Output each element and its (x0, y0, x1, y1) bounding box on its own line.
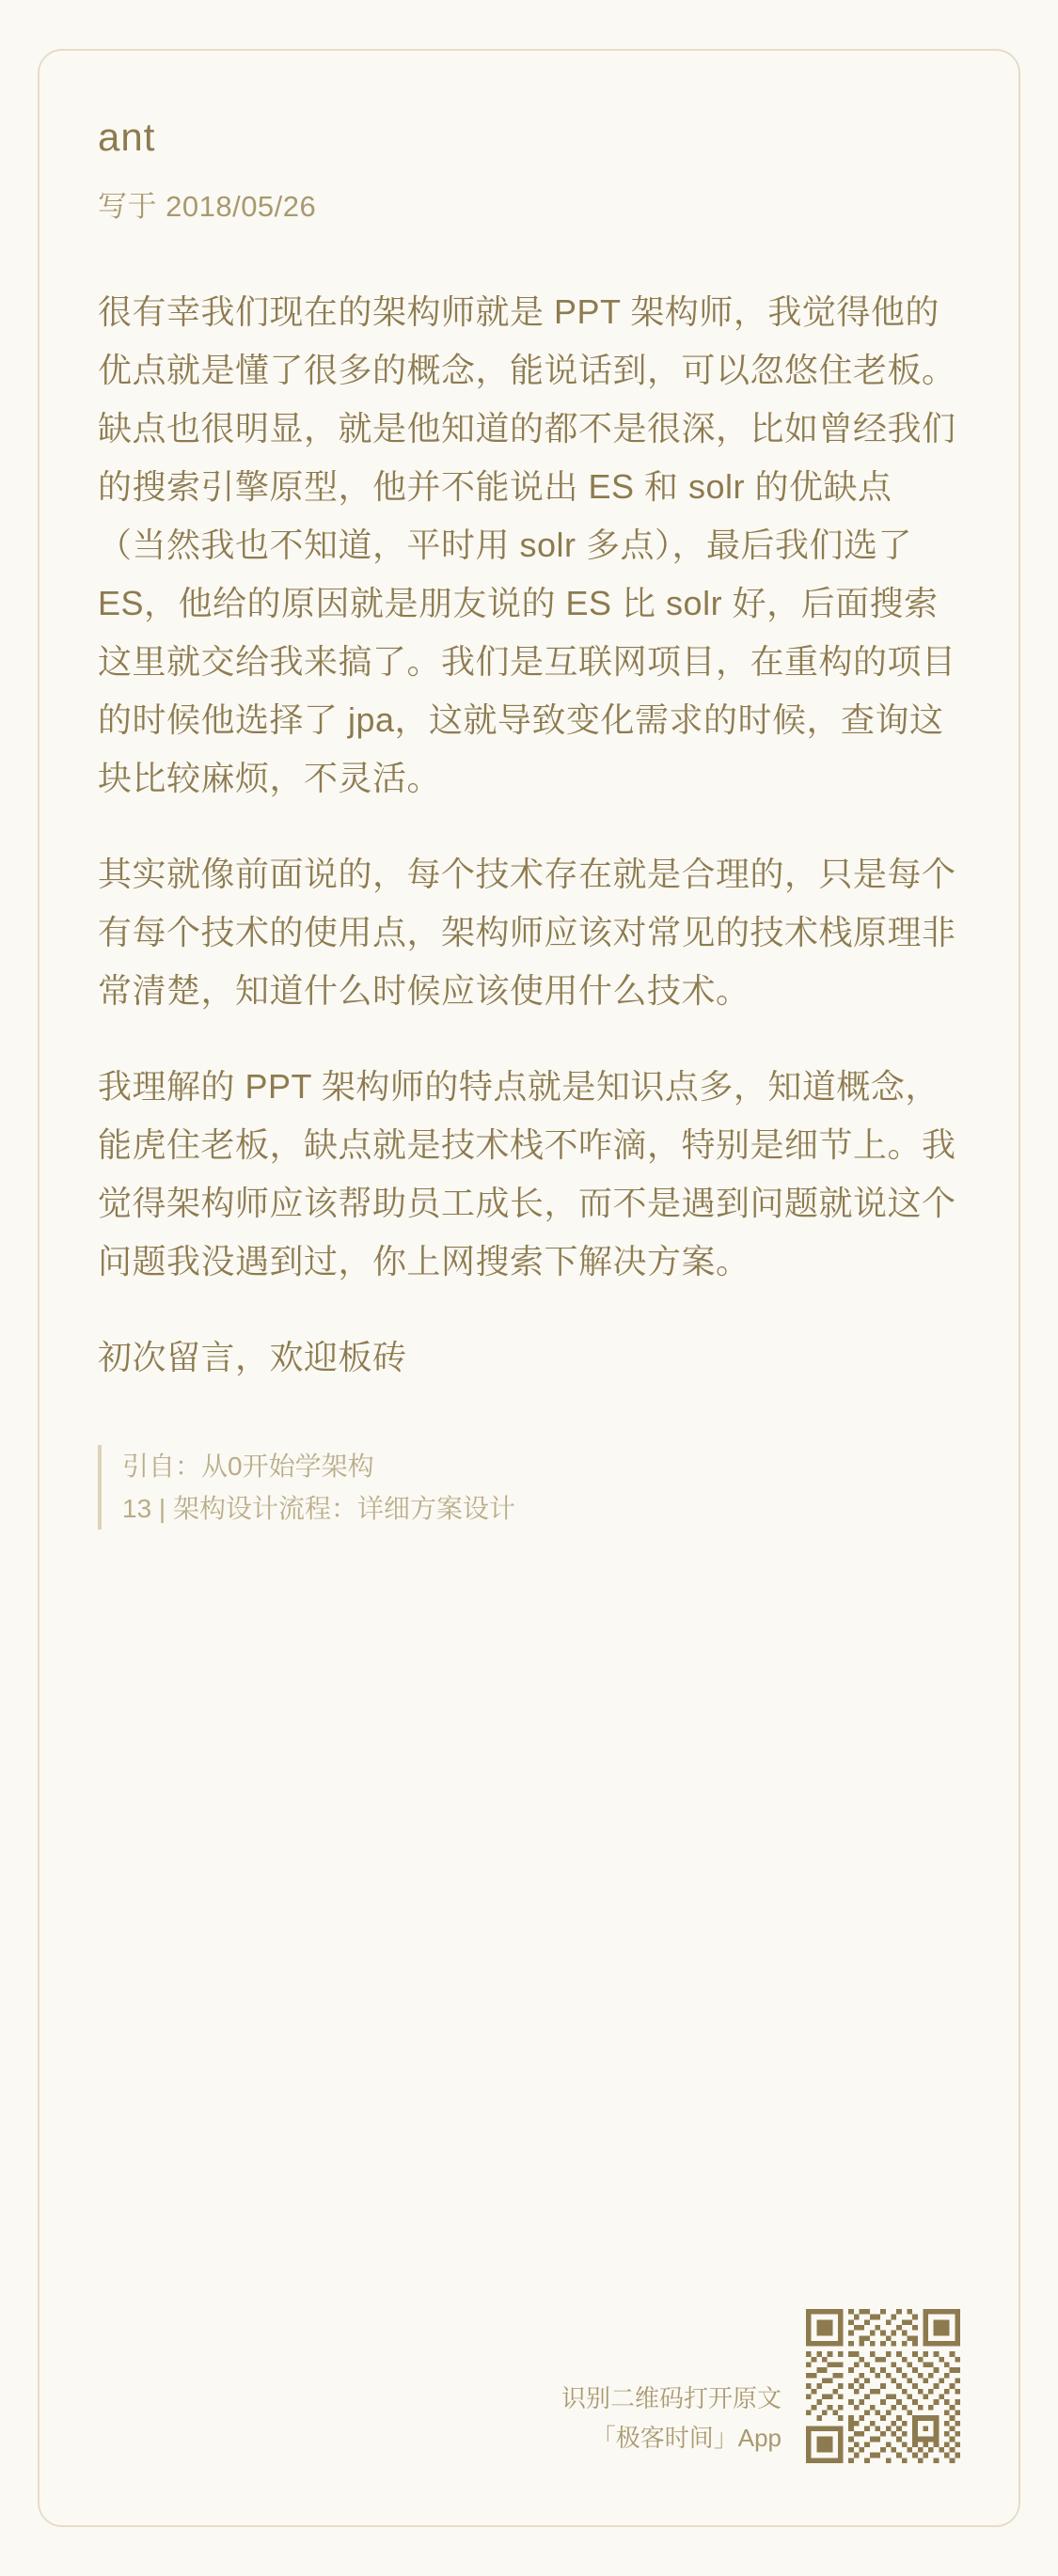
paragraph: 我理解的 PPT 架构师的特点就是知识点多，知道概念，能虎住老板，缺点就是技术栈不咋滴，特别是细节上。我觉得架构师应该帮助员工成长，而不是遇到问题就说这个问题我没遇到过，你上网搜索下解决方案。 (98, 1067, 956, 1280)
footer-text (561, 2379, 806, 2463)
written-date: 写于 2018/05/26 (98, 190, 317, 223)
quote-source: 引自：从0开始学架构 (122, 1452, 374, 1481)
quote-chapter: 13 | 架构设计流程：详细方案设计 (122, 1494, 515, 1523)
footer-line-2: 「极客时间」App (591, 2424, 782, 2452)
paragraph: 其实就像前面说的，每个技术存在就是合理的，只是每个有每个技术的使用点，架构师应该对常见的技术栈原理非常清楚，知道什么时候应该使用什么技术。 (98, 855, 956, 1010)
quote-block (98, 1445, 960, 1530)
comment-card (38, 49, 1020, 2527)
footer-line-1: 识别二维码打开原文 (561, 2384, 782, 2412)
comment-body (98, 283, 960, 1387)
author-name: ant (98, 115, 156, 159)
qr-code[interactable] (806, 2309, 960, 2463)
paragraph: 很有幸我们现在的架构师就是 PPT 架构师，我觉得他的优点就是懂了很多的概念，能说话到，可以忽悠住老板。缺点也很明显，就是他知道的都不是很深，比如曾经我们的搜索引擎原型，他并不能说出 ES 和 solr 的优缺点（当然我也不知道，平时用 solr 多点），最后我们选了 ES，他给的原因就是朋友说的 ES 比 solr 好，后面搜索这里就交给我来搞了。我们是互联网项目，在重构的项目的时候他选择了 jpa，这就导致变化需求的时候，查询这块比较麻烦，不灵活。 (98, 292, 956, 797)
card-footer (98, 2309, 960, 2488)
paragraph: 初次留言，欢迎板砖 (98, 1338, 407, 1376)
